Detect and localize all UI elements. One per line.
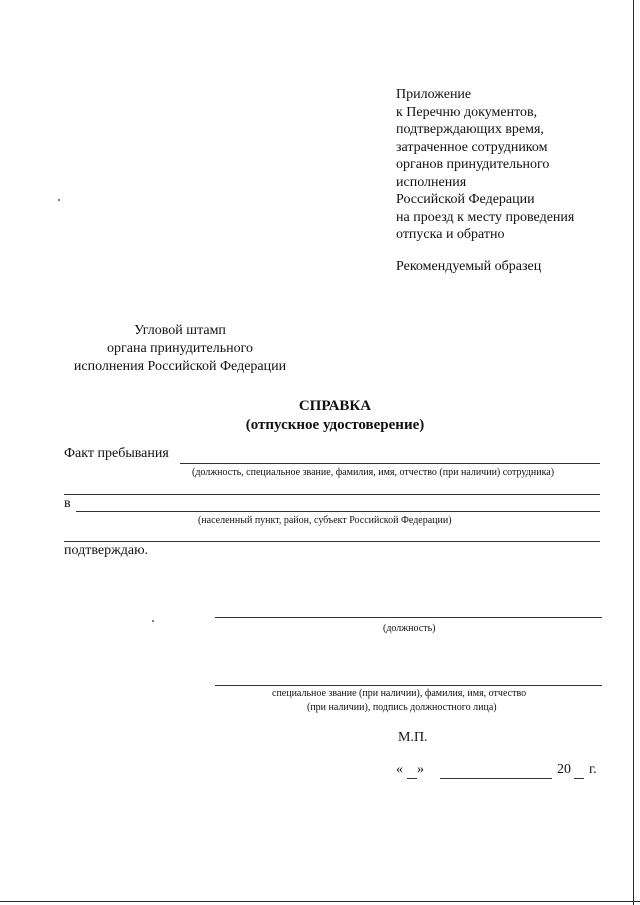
fact-input-line [180,463,600,464]
position-input-line [215,617,602,618]
stamp-line: исполнения Российской Федерации [73,359,287,374]
date-close-quote: » [417,762,424,777]
year-suffix: г. [589,762,597,777]
date-open-quote: « [396,762,403,777]
position-caption: (должность) [383,623,436,634]
appendix-line: исполнения [396,174,467,190]
place-prefix: в [64,496,71,511]
appendix-line: к Перечню документов, [396,104,538,120]
appendix-line: затраченное сотрудником [396,139,548,155]
scan-edge-bottom [0,901,640,902]
date-day-line [407,778,417,779]
appendix-line: отпуска и обратно [396,227,505,242]
confirm-text: подтверждаю. [64,543,149,558]
signature-caption-line1: специальное звание (при наличии), фамилия, имя, отчество [272,688,527,699]
signature-caption-line2: (при наличии), подпись должностного лица) [307,702,497,713]
fact-caption: (должность, специальное звание, фамилия, имя, отчество (при наличии) сотрудника) [192,467,555,478]
place-continuation-line [64,541,600,542]
scan-speck [152,620,154,622]
appendix-block [396,86,626,244]
signature-input-line [215,685,602,686]
place-caption: (населенный пункт, район, субъект Российской Федерации) [198,515,452,526]
scan-edge-right [633,0,634,905]
corner-stamp-block [60,322,300,376]
scan-speck [58,199,60,201]
place-input-line [76,511,600,512]
fact-label: Факт пребывания [64,446,169,461]
document-title [200,397,470,435]
appendix-line: Приложение [396,87,472,102]
sample-label: Рекомендуемый образец [396,259,542,274]
stamp-line: Угловой штамп [134,323,226,338]
date-month-line [440,778,552,779]
seal-label: М.П. [398,730,428,745]
appendix-line: Российской Федерации [396,192,535,207]
appendix-line: органов принудительного [396,157,550,172]
appendix-line: подтверждающих время, [396,122,544,137]
stamp-line: органа принудительного [107,341,253,356]
year-prefix: 20 [557,762,571,777]
title-sub: (отпускное удостоверение) [245,417,425,433]
title-main: СПРАВКА [298,398,372,414]
fact-continuation-line [64,494,600,495]
appendix-line: на проезд к месту проведения [396,209,575,225]
date-year-line [574,778,584,779]
